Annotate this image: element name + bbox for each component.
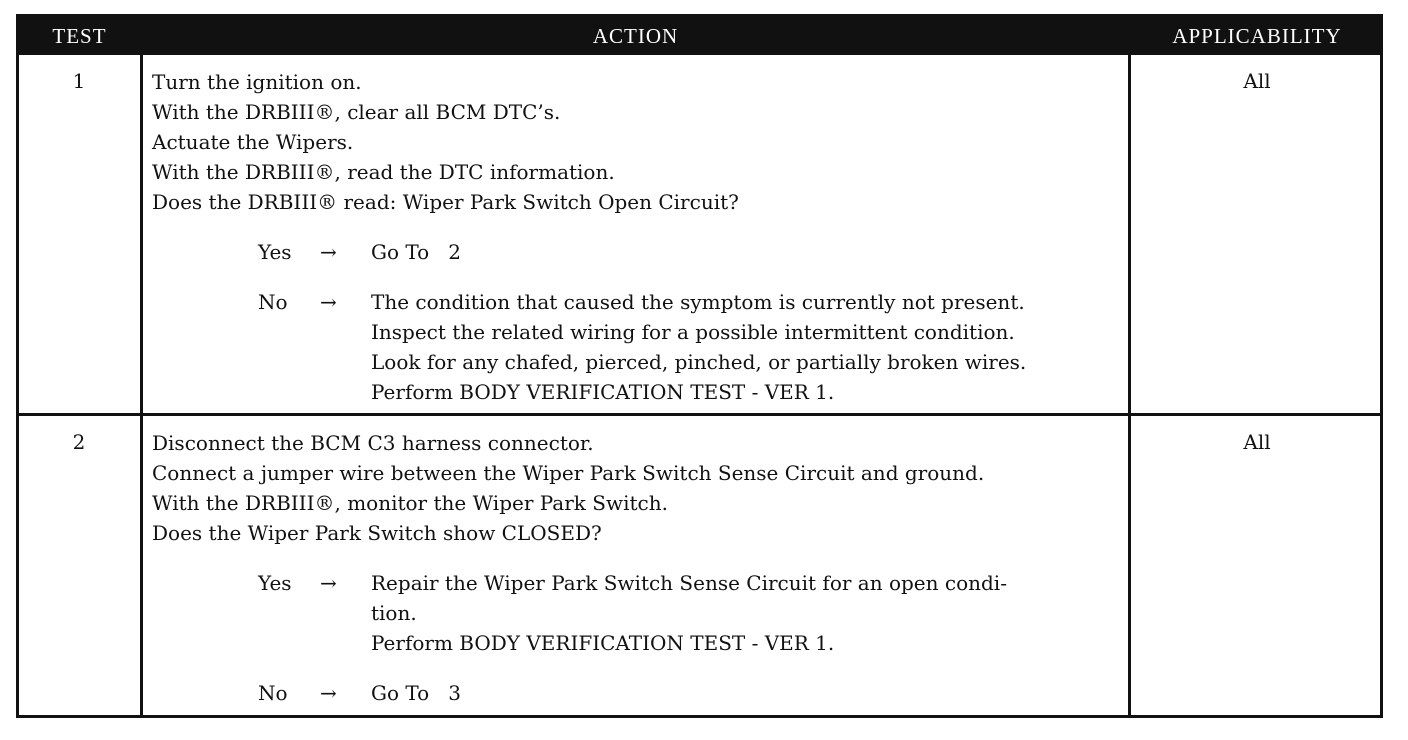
row-1-no-outcome: [152, 287, 1132, 407]
row-1-step: Does the DRBIII® read: Wiper Park Switch Open Circuit?: [152, 190, 739, 214]
header-action: ACTION: [592, 24, 679, 48]
table-header: [19, 17, 1380, 55]
header-applicability: APPLICABILITY: [1172, 24, 1342, 48]
outcome-line: Perform BODY VERIFICATION TEST - VER 1.: [371, 380, 835, 404]
arrow-icon: →: [320, 290, 337, 314]
outcome-line: Perform BODY VERIFICATION TEST - VER 1.: [371, 631, 835, 655]
row-2-test-number: 2: [72, 430, 86, 454]
row-1-test-number: 1: [72, 69, 86, 93]
yes-label: Yes: [258, 240, 292, 264]
row-2-step: With the DRBIII®, monitor the Wiper Park Switch.: [152, 491, 668, 515]
no-label: No: [258, 290, 288, 314]
row-1-step: With the DRBIII®, read the DTC information.: [152, 160, 615, 184]
row-2-no-outcome: [152, 678, 1132, 708]
diagnostic-table: [16, 14, 1383, 718]
outcome-line: Go To 2: [371, 240, 461, 264]
row-2-yes-outcome: [152, 568, 1132, 658]
header-test: TEST: [52, 24, 107, 48]
outcome-line: tion.: [371, 601, 417, 625]
no-label: No: [258, 681, 288, 705]
row-1-step: Actuate the Wipers.: [152, 130, 354, 154]
row-1-step: With the DRBIII®, clear all BCM DTC’s.: [152, 100, 561, 124]
row-2-action: [152, 428, 1132, 708]
row-2-step: Connect a jumper wire between the Wiper Park Switch Sense Circuit and ground.: [152, 461, 985, 485]
row-2-step: Disconnect the BCM C3 harness connector.: [152, 431, 594, 455]
outcome-line: Inspect the related wiring for a possible intermittent condition.: [371, 320, 1015, 344]
outcome-line: The condition that caused the symptom is currently not present.: [371, 290, 1025, 314]
row-2-step: Does the Wiper Park Switch show CLOSED?: [152, 521, 602, 545]
row-divider: [19, 413, 1380, 416]
outcome-line: Repair the Wiper Park Switch Sense Circuit for an open condi-: [371, 571, 1007, 595]
column-divider-test: [140, 55, 143, 718]
row-1-action: [152, 67, 1132, 407]
yes-label: Yes: [258, 571, 292, 595]
row-1-applicability: All: [1243, 69, 1271, 93]
arrow-icon: →: [320, 571, 337, 595]
row-1-step: Turn the ignition on.: [152, 70, 362, 94]
arrow-icon: →: [320, 240, 337, 264]
outcome-line: Go To 3: [371, 681, 461, 705]
arrow-icon: →: [320, 681, 337, 705]
row-2-applicability: All: [1243, 430, 1271, 454]
row-1-yes-outcome: [152, 237, 1132, 267]
outcome-line: Look for any chafed, pierced, pinched, or partially broken wires.: [371, 350, 1027, 374]
